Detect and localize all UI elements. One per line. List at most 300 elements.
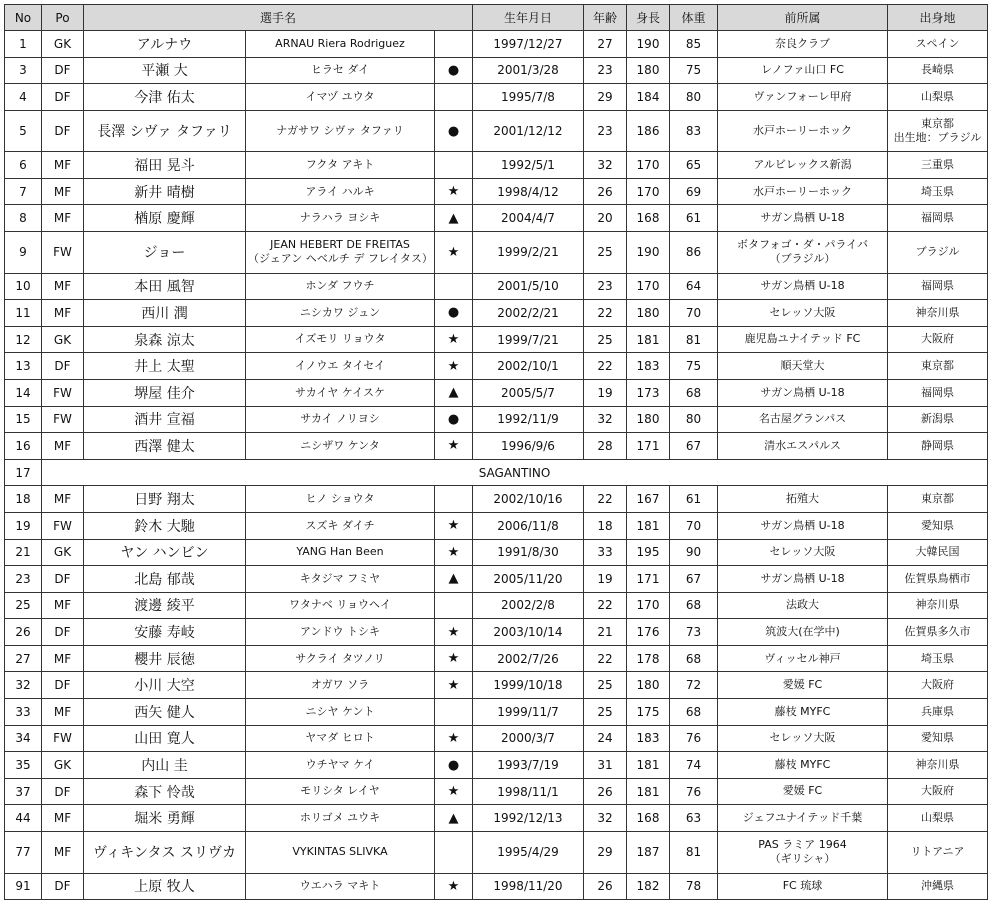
player-position: MF	[42, 805, 84, 832]
player-position: GK	[42, 539, 84, 566]
player-status-mark	[435, 699, 473, 726]
hometown-line: 神奈川県	[915, 305, 960, 319]
player-age: 22	[584, 592, 627, 619]
player-name-reading	[246, 778, 435, 805]
player-row	[5, 778, 988, 805]
player-height: 170	[627, 152, 670, 179]
player-status-mark: ★	[435, 619, 473, 646]
hometown-line: 佐賀県鳥栖市	[904, 571, 971, 585]
previous-club-line: 愛媛 FC	[782, 678, 823, 692]
player-name: 本田 風智	[84, 273, 246, 300]
player-height: 181	[627, 778, 670, 805]
player-position: MF	[42, 433, 84, 460]
player-number: 3	[5, 57, 42, 84]
player-hometown	[888, 178, 988, 205]
player-number: 23	[5, 566, 42, 593]
player-hometown	[888, 873, 988, 900]
player-row	[5, 205, 988, 232]
previous-club-line: 順天堂大	[780, 358, 825, 372]
player-age: 25	[584, 232, 627, 274]
player-row	[5, 672, 988, 699]
player-age: 23	[584, 110, 627, 152]
player-age: 29	[584, 832, 627, 874]
player-name: 西川 潤	[84, 300, 246, 327]
header-name: 選手名	[84, 5, 473, 31]
player-position: DF	[42, 873, 84, 900]
player-hometown	[888, 566, 988, 593]
hometown-line: 福岡県	[921, 211, 954, 225]
player-row	[5, 353, 988, 380]
player-birthdate: 1999/2/21	[473, 232, 584, 274]
player-height: 190	[627, 31, 670, 58]
previous-club-line: 法政大	[786, 598, 819, 612]
player-age: 32	[584, 152, 627, 179]
player-hometown	[888, 486, 988, 513]
player-row	[5, 152, 988, 179]
player-status-mark: ●	[435, 110, 473, 152]
player-number: 5	[5, 110, 42, 152]
player-status-mark: ★	[435, 725, 473, 752]
player-weight: 80	[670, 406, 718, 433]
player-number: 18	[5, 486, 42, 513]
player-age: 22	[584, 353, 627, 380]
player-hometown	[888, 300, 988, 327]
player-status-mark	[435, 84, 473, 111]
player-birthdate: 1995/7/8	[473, 84, 584, 111]
player-hometown	[888, 832, 988, 874]
player-status-mark: ★	[435, 512, 473, 539]
previous-club-line: 愛媛 FC	[782, 784, 823, 798]
player-name: 平瀬 大	[84, 57, 246, 84]
player-status-mark: ★	[435, 353, 473, 380]
name-reading-line: スズキ ダイチ	[305, 518, 375, 532]
previous-club-line: ジェフユナイテッド千葉	[742, 811, 863, 825]
player-height: 168	[627, 805, 670, 832]
player-hometown	[888, 619, 988, 646]
player-age: 21	[584, 619, 627, 646]
player-name: 長澤 シヴァ タファリ	[84, 110, 246, 152]
player-weight: 78	[670, 873, 718, 900]
player-position: DF	[42, 57, 84, 84]
player-weight: 68	[670, 379, 718, 406]
player-name-reading	[246, 592, 435, 619]
previous-club-line: 鹿児島ユナイテッド FC	[744, 332, 861, 346]
player-age: 32	[584, 406, 627, 433]
player-hometown	[888, 406, 988, 433]
player-number: 12	[5, 326, 42, 353]
name-reading-line: ニシザワ ケンタ	[300, 438, 380, 452]
player-number: 6	[5, 152, 42, 179]
player-height: 182	[627, 873, 670, 900]
player-birthdate: 1993/7/19	[473, 752, 584, 779]
name-reading-line: ホンダ フウチ	[305, 279, 375, 293]
player-previous-club	[718, 300, 888, 327]
player-height: 173	[627, 379, 670, 406]
previous-club-line: FC 琉球	[782, 879, 823, 893]
player-previous-club	[718, 84, 888, 111]
previous-club-line: 拓殖大	[786, 491, 819, 505]
player-name-reading	[246, 539, 435, 566]
player-name: 内山 圭	[84, 752, 246, 779]
name-reading-line: JEAN HEBERT DE FREITAS	[270, 238, 410, 252]
player-previous-club	[718, 273, 888, 300]
header-weight: 体重	[670, 5, 718, 31]
player-name-reading	[246, 486, 435, 513]
player-row	[5, 379, 988, 406]
player-name-reading	[246, 645, 435, 672]
player-weight: 81	[670, 326, 718, 353]
player-weight: 72	[670, 672, 718, 699]
name-reading-line: イズモリ リョウタ	[294, 332, 386, 346]
previous-club-line: ヴァンフォーレ甲府	[753, 89, 852, 103]
player-previous-club	[718, 512, 888, 539]
player-number: 17	[5, 459, 42, 486]
player-position: FW	[42, 725, 84, 752]
player-height: 170	[627, 592, 670, 619]
previous-club-line: PAS ラミア 1964	[758, 837, 847, 851]
player-position: MF	[42, 205, 84, 232]
player-weight: 70	[670, 300, 718, 327]
player-weight: 85	[670, 31, 718, 58]
player-height: 167	[627, 486, 670, 513]
previous-club-line: （ブラジル）	[769, 252, 836, 266]
player-row	[5, 110, 988, 152]
player-number: 26	[5, 619, 42, 646]
hometown-line: 佐賀県多久市	[904, 624, 971, 638]
player-row	[5, 178, 988, 205]
hometown-line: 出生地：ブラジル	[893, 131, 982, 145]
player-position: GK	[42, 752, 84, 779]
player-age: 29	[584, 84, 627, 111]
player-birthdate: 1999/7/21	[473, 326, 584, 353]
player-position: MF	[42, 300, 84, 327]
player-previous-club	[718, 486, 888, 513]
player-status-mark: ★	[435, 873, 473, 900]
player-name-reading	[246, 433, 435, 460]
roster-table	[4, 4, 988, 900]
player-birthdate: 1998/4/12	[473, 178, 584, 205]
player-previous-club	[718, 699, 888, 726]
player-row	[5, 300, 988, 327]
player-name: 堀米 勇輝	[84, 805, 246, 832]
player-previous-club	[718, 152, 888, 179]
player-row	[5, 273, 988, 300]
hometown-line: 山梨県	[921, 811, 954, 825]
hometown-line: 神奈川県	[915, 757, 960, 771]
player-previous-club	[718, 725, 888, 752]
player-hometown	[888, 31, 988, 58]
player-hometown	[888, 592, 988, 619]
player-status-mark: ★	[435, 645, 473, 672]
player-status-mark	[435, 832, 473, 874]
name-reading-line: イノウエ タイセイ	[295, 358, 385, 372]
player-previous-club	[718, 57, 888, 84]
player-name-reading	[246, 300, 435, 327]
player-position: DF	[42, 84, 84, 111]
player-height: 181	[627, 326, 670, 353]
player-weight: 70	[670, 512, 718, 539]
player-hometown	[888, 805, 988, 832]
player-weight: 67	[670, 433, 718, 460]
name-reading-line: サクライ タツノリ	[295, 651, 385, 665]
player-name-reading	[246, 31, 435, 58]
player-number: 9	[5, 232, 42, 274]
player-hometown	[888, 778, 988, 805]
hometown-line: 沖縄県	[921, 879, 954, 893]
player-name-reading	[246, 805, 435, 832]
player-name-reading	[246, 672, 435, 699]
previous-club-line: サガン鳥栖 U-18	[760, 385, 845, 399]
player-status-mark: ★	[435, 539, 473, 566]
player-name: 楢原 慶輝	[84, 205, 246, 232]
player-status-mark: ★	[435, 433, 473, 460]
player-weight: 90	[670, 539, 718, 566]
player-row	[5, 619, 988, 646]
player-weight: 67	[670, 566, 718, 593]
player-status-mark: ★	[435, 326, 473, 353]
name-reading-line: ナラハラ ヨシキ	[299, 211, 381, 225]
player-name-reading	[246, 725, 435, 752]
player-weight: 69	[670, 178, 718, 205]
player-number: 33	[5, 699, 42, 726]
player-birthdate: 2006/11/8	[473, 512, 584, 539]
player-status-mark	[435, 486, 473, 513]
player-row	[5, 486, 988, 513]
player-position: MF	[42, 832, 84, 874]
player-height: 183	[627, 353, 670, 380]
player-number: 11	[5, 300, 42, 327]
player-row	[5, 57, 988, 84]
player-name: 日野 翔太	[84, 486, 246, 513]
player-status-mark	[435, 592, 473, 619]
previous-club-line: サガン鳥栖 U-18	[760, 279, 845, 293]
name-reading-line: VYKINTAS SLIVKA	[292, 845, 388, 859]
player-position: MF	[42, 592, 84, 619]
player-number: 8	[5, 205, 42, 232]
player-hometown	[888, 57, 988, 84]
player-name: 小川 大空	[84, 672, 246, 699]
player-hometown	[888, 353, 988, 380]
player-hometown	[888, 672, 988, 699]
player-name: ヴィキンタス スリヴカ	[84, 832, 246, 874]
player-weight: 61	[670, 205, 718, 232]
player-name: 櫻井 辰徳	[84, 645, 246, 672]
hometown-line: 埼玉県	[921, 651, 954, 665]
player-previous-club	[718, 232, 888, 274]
header-po: Po	[42, 5, 84, 31]
player-name-reading	[246, 832, 435, 874]
previous-club-line: 筑波大(在学中)	[765, 624, 840, 638]
player-position: GK	[42, 31, 84, 58]
player-name: 上原 牧人	[84, 873, 246, 900]
player-name: 堺屋 佳介	[84, 379, 246, 406]
player-previous-club	[718, 326, 888, 353]
hometown-line: リトアニア	[910, 845, 965, 859]
previous-club-line: 奈良クラブ	[775, 36, 830, 50]
player-previous-club	[718, 752, 888, 779]
player-name: 鈴木 大馳	[84, 512, 246, 539]
player-age: 25	[584, 326, 627, 353]
player-height: 170	[627, 178, 670, 205]
player-weight: 80	[670, 84, 718, 111]
hometown-line: 山梨県	[921, 89, 954, 103]
player-previous-club	[718, 110, 888, 152]
player-row	[5, 699, 988, 726]
player-weight: 61	[670, 486, 718, 513]
player-row	[5, 805, 988, 832]
player-age: 20	[584, 205, 627, 232]
player-hometown	[888, 725, 988, 752]
player-hometown	[888, 84, 988, 111]
previous-club-line: サガン鳥栖 U-18	[760, 571, 845, 585]
player-position: FW	[42, 512, 84, 539]
player-name: 新井 晴樹	[84, 178, 246, 205]
player-number: 34	[5, 725, 42, 752]
player-status-mark: ★	[435, 232, 473, 274]
previous-club-line: アルビレックス新潟	[753, 157, 852, 171]
header-no: No	[5, 5, 42, 31]
player-birthdate: 2004/4/7	[473, 205, 584, 232]
player-row	[5, 31, 988, 58]
player-status-mark: ●	[435, 752, 473, 779]
player-age: 22	[584, 486, 627, 513]
hometown-line: 東京都	[921, 358, 954, 372]
player-hometown	[888, 699, 988, 726]
player-birthdate: 2002/2/8	[473, 592, 584, 619]
player-status-mark	[435, 273, 473, 300]
name-reading-line: ヒラセ ダイ	[310, 63, 370, 77]
player-height: 184	[627, 84, 670, 111]
player-name: 今津 佑太	[84, 84, 246, 111]
player-status-mark: ★	[435, 178, 473, 205]
player-birthdate: 2002/10/1	[473, 353, 584, 380]
player-previous-club	[718, 433, 888, 460]
player-number: 4	[5, 84, 42, 111]
player-number: 91	[5, 873, 42, 900]
player-number: 25	[5, 592, 42, 619]
name-reading-line: ニシカワ ジュン	[299, 305, 381, 319]
header-club: 前所属	[718, 5, 888, 31]
player-weight: 76	[670, 778, 718, 805]
previous-club-line: セレッソ大阪	[769, 545, 836, 559]
player-height: 190	[627, 232, 670, 274]
player-number: 32	[5, 672, 42, 699]
player-number: 19	[5, 512, 42, 539]
player-name-reading	[246, 326, 435, 353]
player-name: 泉森 涼太	[84, 326, 246, 353]
hometown-line: スペイン	[915, 36, 960, 50]
player-height: 195	[627, 539, 670, 566]
hometown-line: 福岡県	[921, 279, 954, 293]
player-age: 18	[584, 512, 627, 539]
previous-club-line: 水戸ホーリーホック	[753, 123, 852, 137]
previous-club-line: （ギリシャ）	[769, 852, 836, 866]
player-name-reading	[246, 205, 435, 232]
header-age: 年齢	[584, 5, 627, 31]
player-name-reading	[246, 512, 435, 539]
player-position: MF	[42, 273, 84, 300]
hometown-line: 大韓民国	[915, 545, 960, 559]
name-reading-line: （ジェアン ヘベルチ デ フレイタス）	[248, 252, 433, 266]
player-age: 32	[584, 805, 627, 832]
player-row	[5, 873, 988, 900]
header-home: 出身地	[888, 5, 988, 31]
player-row	[5, 645, 988, 672]
player-weight: 76	[670, 725, 718, 752]
player-position: DF	[42, 672, 84, 699]
player-position: DF	[42, 566, 84, 593]
player-height: 168	[627, 205, 670, 232]
player-birthdate: 2002/7/26	[473, 645, 584, 672]
player-name-reading	[246, 619, 435, 646]
previous-club-line: 名古屋グランパス	[758, 412, 847, 426]
previous-club-line: サガン鳥栖 U-18	[760, 518, 845, 532]
player-row	[5, 512, 988, 539]
player-name: 西矢 健人	[84, 699, 246, 726]
player-birthdate: 1997/12/27	[473, 31, 584, 58]
player-height: 171	[627, 566, 670, 593]
player-row	[5, 433, 988, 460]
player-row	[5, 566, 988, 593]
player-name: 酒井 宣福	[84, 406, 246, 433]
player-number: 27	[5, 645, 42, 672]
player-age: 22	[584, 300, 627, 327]
player-number: 35	[5, 752, 42, 779]
player-previous-club	[718, 379, 888, 406]
player-position: MF	[42, 178, 84, 205]
player-status-mark: ▲	[435, 805, 473, 832]
player-row	[5, 752, 988, 779]
player-weight: 68	[670, 699, 718, 726]
name-reading-line: ヤマダ ヒロト	[305, 731, 375, 745]
player-hometown	[888, 326, 988, 353]
player-position: DF	[42, 110, 84, 152]
player-row	[5, 459, 988, 486]
player-name-reading	[246, 353, 435, 380]
player-birthdate: 2005/11/20	[473, 566, 584, 593]
player-number: 10	[5, 273, 42, 300]
player-number: 21	[5, 539, 42, 566]
reserved-number-label: SAGANTINO	[42, 459, 988, 486]
player-number: 77	[5, 832, 42, 874]
previous-club-line: サガン鳥栖 U-18	[760, 211, 845, 225]
name-reading-line: ワタナベ リョウヘイ	[288, 598, 392, 612]
player-number: 44	[5, 805, 42, 832]
player-name-reading	[246, 110, 435, 152]
player-weight: 86	[670, 232, 718, 274]
player-birthdate: 2002/2/21	[473, 300, 584, 327]
player-age: 19	[584, 566, 627, 593]
player-position: MF	[42, 152, 84, 179]
player-status-mark: ●	[435, 406, 473, 433]
hometown-line: 新潟県	[921, 412, 954, 426]
player-birthdate: 2002/10/16	[473, 486, 584, 513]
player-previous-club	[718, 873, 888, 900]
player-age: 23	[584, 273, 627, 300]
player-position: MF	[42, 486, 84, 513]
previous-club-line: 藤枝 MYFC	[774, 757, 831, 771]
player-position: FW	[42, 379, 84, 406]
player-number: 7	[5, 178, 42, 205]
header-row	[5, 5, 988, 31]
player-previous-club	[718, 778, 888, 805]
hometown-line: 神奈川県	[915, 598, 960, 612]
player-position: DF	[42, 778, 84, 805]
player-height: 180	[627, 300, 670, 327]
player-hometown	[888, 232, 988, 274]
player-previous-club	[718, 178, 888, 205]
player-status-mark: ★	[435, 672, 473, 699]
